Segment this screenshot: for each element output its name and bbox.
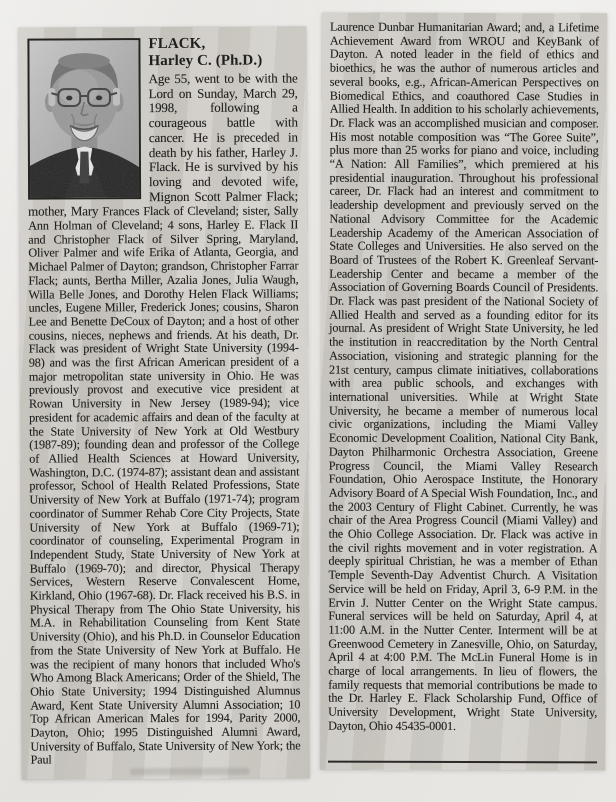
obituary-left-column — [18, 26, 309, 779]
given-name-heading: Harley C. (Ph.D.) — [148, 52, 263, 70]
end-rule — [328, 761, 597, 764]
right-column-text: Laurence Dunbar Humanitarian Award; and, a Lifetime Achievement Award from WROU and KeyBank of Dayton. A noted leader in the field of ethics and bioethics, he was the author of numerous articles and several books, e.g., African-American Perspectives on Biomedical Ethics, and coauthored Case Studies in Allied Health. In addition to his scholarly achievements, Dr. Flack was an accomplished musician and composer. His most notable composition was “The Goree Suite”, plus more than 25 works for piano and voice, including “A Nation: All Families”, which premiered at his presidential inauguration. Throughout his professional career, Dr. Flack had an interest and commitment to leadership development and previously served on the National Advisory Committee for the Academic Leadership Academy of the American Association of State Colleges and Universities. He also served on the Board of Trustees of the Robert K. Greenleaf Servant-Leadership Center and became a member of the Association of Governing Boards Council of Presidents. Dr. Flack was past president of the National Society of Allied Health and served as a founding editor for its journal. As president of Wright State University, he led the institution in reaccreditation by the North Central Association, visioning and strategic planning for the 21st century, campus climate initiatives, collaborations with area public schools, and exchanges with international universities. While at Wright State University, he became a member of numerous local civic organizations, including the Miami Valley Economic Development Coalition, National City Bank, Dayton Philharmonic Orchestra Association, Greene Progress Council, the Miami Valley Research Foundation, Ohio Aerospace Institute, the Honorary Advisory Board of A Special Wish Foundation, Inc., and the 2003 Century of Flight Cabinet. Currently, he was chair of the Area Progress Council (Miami Valley) and the Ohio College Association. Dr. Flack was active in the civil rights movement and in voter registration. A deeply spiritual Christian, he was a member of Ethan Temple Seventh-Day Adventist Church. A Visitation Service will be held on Friday, April 3, 6-9 P.M. in the Ervin J. Nutter Center on the Wright State campus. Funeral services will be held on Saturday, April 4, at 11:00 A.M. in the Nutter Center. Interment will be at Greenwood Cemetery in Zanesville, Ohio, on Saturday, April 4 at 4:00 P.M. The McLin Funeral Home is in charge of local arrangements. In lieu of flowers, the family requests that memorial contributions be made to the Dr. Harley E. Flack Scholarship Fund, Office of University Development, Wright State University, Dayton, Ohio 45435-0001. — [328, 19, 599, 733]
portrait-photo-graphic — [29, 40, 139, 197]
obituary-left-body-text: Frances Flack of Cleveland; sister, Sally Ann Holman of Cleveland; 4 sons, Harley E. Flack II and Christopher Flack of Silver Spring, Maryland, Oliver Palmer and wife Erika of Atlanta, Georgia, and Michael Palmer of Dayton; grandson, Christopher Farrar Flack; aunts, Bertha Miller, Azalia Jones, Julia Waugh, Willa Belle Jones, and Dorothy Helen Flack Williams; uncles, Eugene Miller, Frederick Jones; cousins, Sharon Lee and Benette DeCoux of Dayton; and a host of other cousins, nieces, nephews and friends. At his death, Dr. Flack was president of Wright State University (1994-98) and was the first African American president of a major metropolitan state university in Ohio. He was previously provost and executive vice president at Rowan University in New Jersey (1989-94); vice president for academic affairs and dean of the faculty at the State University of New York at Old Westbury (1987-89); founding dean and professor of the College of Allied Health Sciences at Howard University, Washington, D.C. (1974-87); assistant dean and assistant professor, School of Health Related Professions, State University of New York at Buffalo (1971-74); program coordinator of Summer Rehab Core City Projects, State University of New York at Buffalo (1969-71); coordinator of counseling, Experimental Program in Independent Study, State University of New York at Buffalo (1969-70); and director, Physical Therapy Services, Western Reserve Convalescent Home, Kirkland, Ohio (1967-68). Dr. Flack received his B.S. in Physical Therapy from The Ohio State University, his M.A. in Rehabilitation Counseling from Kent State University (Ohio), and his Ph.D. in Counselor Education from the State University of New York at Buffalo. He was the recipient of many honors that included Who's Who Among Black Americans; Order of the Shield, The Ohio State University; 1994 Distinguished Alumnus Award, Kent State University Alumni Association; 10 Top African American Males for 1994, Parity 2000, Dayton, Ohio; 1995 Distinguished Alumni Award, University of Buffalo, State University of New York; the Paul — [28, 203, 301, 768]
cut-off-line-remnant — [130, 768, 250, 776]
portrait-photo — [27, 38, 141, 199]
obituary-intro-text: Age 55, went to be with the Lord on Sunday, March 29, 1998, following a courageous battle with cancer. He is preceded in death by his father, Harley J. Flack. He is survived by his loving and devoted wife, Mignon Scott Palmer Flack; mother, Mary — [28, 70, 299, 219]
surname-heading: FLACK, — [148, 35, 206, 53]
obituary-right-column — [320, 13, 607, 771]
